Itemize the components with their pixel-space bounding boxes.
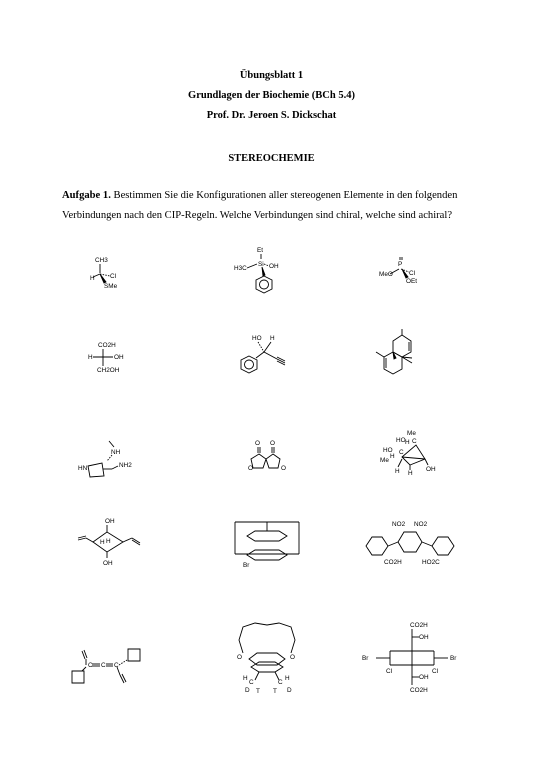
atom-label: H — [395, 468, 400, 475]
molecule-3 — [352, 240, 492, 330]
molecule-15 — [352, 615, 492, 705]
atom-label: H — [106, 538, 111, 545]
molecule-12 — [352, 510, 492, 600]
molecule-9 — [352, 425, 492, 515]
atom-label: O — [255, 440, 260, 447]
atom-label: HO — [252, 335, 262, 342]
atom-label: Et — [257, 247, 264, 254]
atom-label: H — [100, 539, 105, 546]
atom-label: T — [273, 688, 277, 695]
atom-label: C — [412, 438, 417, 445]
atom-label: C — [88, 662, 93, 669]
atom-label: O — [237, 654, 242, 661]
professor-name: Prof. Dr. Jeroen S. Dickschat — [206, 110, 337, 121]
atom-label: H — [243, 675, 248, 682]
atom-label: Me — [380, 457, 389, 464]
molecule-13 — [62, 625, 202, 715]
atom-label: OH — [419, 634, 429, 641]
molecule-7 — [62, 425, 202, 515]
atom-label: SMe — [104, 283, 118, 290]
atom-label: P — [398, 261, 403, 268]
molecule-10 — [62, 510, 202, 600]
atom-label: CO2H — [410, 622, 428, 629]
atom-label: CH3 — [95, 257, 108, 264]
sheet-title: Übungsblatt 1 — [239, 70, 304, 81]
atom-label: HO2C — [422, 559, 440, 566]
atom-label: OH — [103, 560, 113, 567]
atom-label: NO2 — [392, 521, 406, 528]
atom-label: H — [285, 675, 290, 682]
molecule-11 — [207, 510, 347, 600]
atom-label: C — [278, 679, 283, 686]
atom-label: OH — [269, 263, 279, 270]
atom-label: Me — [407, 430, 416, 437]
atom-label: D — [245, 687, 250, 694]
atom-label: CO2H — [98, 342, 116, 349]
task-1 — [62, 186, 492, 226]
atom-label: Si — [258, 261, 264, 268]
atom-label: OEt — [406, 278, 418, 285]
molecule-2 — [207, 240, 347, 330]
atom-label: C — [101, 662, 106, 669]
atom-label: Cl — [432, 668, 439, 675]
atom-label: H — [90, 275, 95, 282]
atom-label: H3C — [234, 265, 247, 272]
atom-label: OH — [426, 466, 436, 473]
atom-label: HO — [383, 447, 393, 454]
atom-label: HN — [78, 465, 88, 472]
atom-label: T — [256, 688, 260, 695]
molecule-4 — [62, 325, 202, 415]
molecule-5 — [207, 325, 347, 415]
atom-label: Br — [362, 655, 369, 662]
atom-label: OH — [114, 354, 124, 361]
atom-label: H — [88, 354, 93, 361]
atom-label: HO — [396, 437, 406, 444]
atom-label: O — [290, 654, 295, 661]
atom-label: H — [405, 439, 410, 446]
atom-label: NH — [111, 449, 121, 456]
atom-label: C — [114, 662, 119, 669]
atom-label: H — [270, 335, 275, 342]
atom-label: CO2H — [384, 559, 402, 566]
atom-label: D — [287, 687, 292, 694]
course-title: Grundlagen der Biochemie (BCh 5.4) — [188, 90, 355, 101]
task-label: Aufgabe 1. — [62, 190, 111, 201]
atom-label: CH2OH — [97, 367, 120, 374]
molecule-grid — [62, 240, 492, 740]
atom-label: C — [249, 679, 254, 686]
atom-label: OH — [105, 518, 115, 525]
molecule-1 — [62, 240, 202, 330]
atom-label: Cl — [386, 668, 393, 675]
atom-label: NH2 — [119, 462, 132, 469]
atom-label: H — [390, 453, 395, 460]
atom-label: OH — [419, 674, 429, 681]
section-title: STEREOCHEMIE — [228, 153, 315, 164]
atom-label: Br — [243, 562, 250, 569]
atom-label: O — [248, 465, 253, 472]
atom-label: Cl — [110, 273, 117, 280]
task-text: Bestimmen Sie die Konfigurationen aller stereogenen Elemente in den folgenden Verbindungen nach den CIP-Regeln. Welche Verbindungen sind chiral, welche sind achiral? — [62, 190, 458, 221]
atom-label: NO2 — [414, 521, 428, 528]
atom-label: CO2H — [410, 687, 428, 694]
molecule-6 — [352, 325, 492, 415]
atom-label: H — [408, 470, 413, 477]
atom-label: O — [281, 465, 286, 472]
atom-label: MeO — [379, 271, 393, 278]
molecule-8 — [207, 425, 347, 515]
molecule-14 — [207, 615, 347, 705]
atom-label: C — [399, 449, 404, 456]
atom-label: O — [270, 440, 275, 447]
atom-label: Cl — [409, 270, 416, 277]
atom-label: Br — [450, 655, 457, 662]
